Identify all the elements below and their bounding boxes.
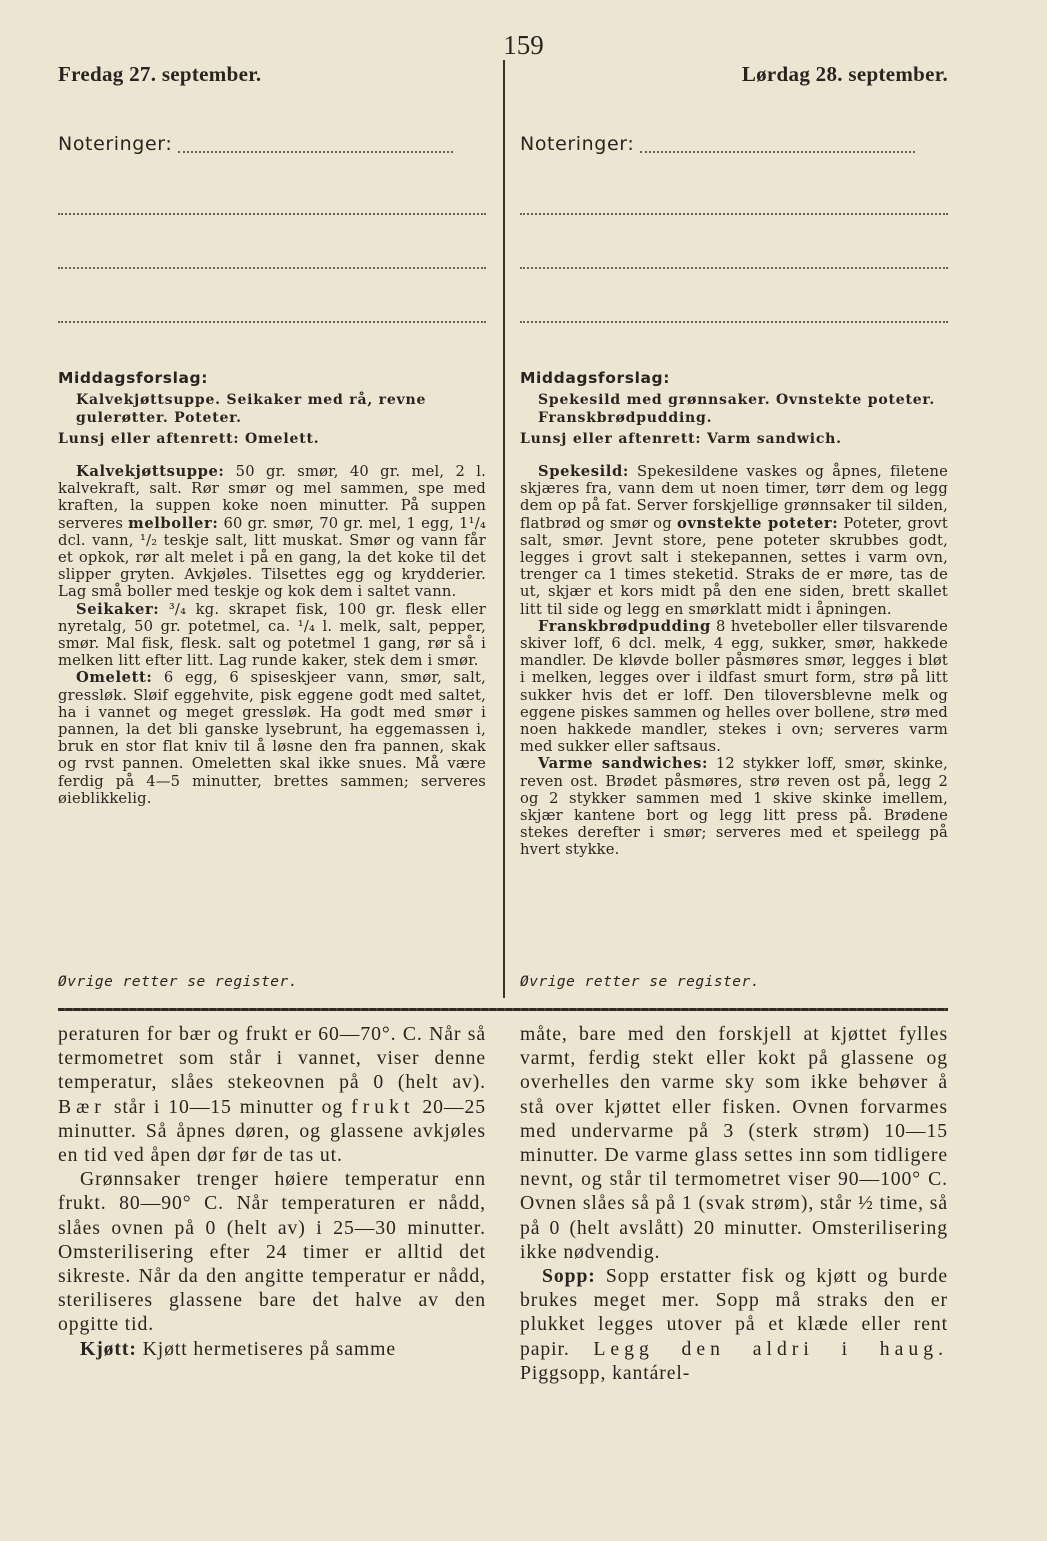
right-notes-dotline [520, 161, 948, 215]
left-day-heading: Fredag 27. september. [58, 62, 262, 86]
spaced-word: frukt [351, 1095, 415, 1118]
recipe-paragraph [58, 463, 486, 601]
recipe-paragraph [58, 601, 486, 670]
bottom-left-text [58, 1022, 486, 1361]
recipe-title: melboller: [128, 514, 219, 532]
recipe-text: 12 stykker loff, smør, skinke, reven ost. Brødet påsmøres, strø reven ost på, legg 2 og 2 stykker sammen med 1 skive skinke imellem, skjær kantene bort og legg litt press på. Brødene stekes derefter i smør; serveres med et speilegg på hvert stykke. [520, 755, 948, 859]
left-forslag-label: Middagsforslag: [58, 369, 209, 387]
body-text: Piggsopp, kantárel- [520, 1361, 691, 1384]
body-text: Kjøtt hermetiseres på samme [136, 1337, 396, 1360]
left-recipes [58, 463, 486, 807]
recipe-title: Franskbrødpudding [538, 617, 711, 635]
left-notes-dotline [58, 161, 486, 215]
right-lunsj-value: Varm sandwich. [707, 431, 842, 447]
right-day-column [520, 62, 948, 859]
right-recipes [520, 463, 948, 859]
spaced-word: Bær [58, 1095, 106, 1118]
left-notes-dotline [58, 215, 486, 269]
recipe-paragraph [58, 669, 486, 807]
recipe-text: 6 egg, 6 spiseskjeer vann, smør, salt, gressløk. Sløif eggehvite, pisk eggene godt med saltet, ha i vannet og meget gressløk. Ha godt med smør i pannen, la det bli ganske lysebrunt, ha eggemassen i, bruk en stor flat kniv til å løsne den fra pannen, skak og rvst pannen. Omeletten skal ikke snues. Må være ferdig på 4—5 minutter, brettes sammen; serveres øieblikkelig. [58, 669, 486, 807]
right-menu: Spekesild med grønnsaker. Ovnstekte poteter. Franskbrødpudding. [538, 392, 935, 426]
left-notes-dotline [178, 137, 453, 153]
body-text: 20—25 minutter. Så åpnes døren, og glassene avkjøles en tid ved åpen dør før de tas ut. [58, 1095, 486, 1167]
recipe-title: Seikaker: [76, 600, 160, 618]
left-lunsj [58, 431, 486, 447]
body-heading: Kjøtt: [80, 1337, 137, 1360]
spaced-word: Legg den aldri i haug. [593, 1337, 948, 1360]
left-notes-dotline [58, 269, 486, 323]
body-text: Sopp erstatter fisk og kjøtt og burde brukes meget mer. Sopp må straks den er plukket legges utover på et klæde eller rent papir. [520, 1265, 948, 1360]
recipe-paragraph [520, 755, 948, 858]
recipe-title: Spekesild: [538, 463, 629, 480]
body-text: peraturen for bær og frukt er 60—70°. C. Når så termometret som står i vannet, viser denne temperatur, slåes stekeovnen på 0 (helt av). [58, 1023, 486, 1094]
recipe-text: Poteter, grovt salt, smør. Jevnt store, pene poteter skrubbes godt, legges i grovt salt i stekepannen, settes i varm ovn, trenger ca 1 times steketid. Straks de er møre, tas de ut, skjær et kors midt på den ene siden, brett skallet litt til side og legg en smørklatt midt i åpningen. [520, 514, 948, 618]
page-number: 159 [503, 30, 544, 60]
right-lunsj [520, 431, 948, 447]
body-paragraph: Grønnsaker trenger høiere temperatur enn frukt. 80—90° C. Når temperaturen er nådd, slåes ovnen på 0 (helt av) i 25—30 minutter. Omsterilisering efter 24 timer er alltid det sikreste. Når da den angitte temperatur er nådd, steriliseres glassene bare det halve av den opgitte tid. [58, 1168, 486, 1336]
right-notes-row [520, 127, 948, 161]
body-paragraph [520, 1264, 948, 1385]
section-divider [58, 1008, 948, 1011]
left-lunsj-value: Omelett. [245, 431, 320, 447]
body-text: står i 10—15 minutter og [105, 1095, 352, 1118]
right-day-heading: Lørdag 28. september. [741, 62, 948, 86]
left-notes-row [58, 127, 486, 161]
left-ovrige-note: Øvrige retter se register. [58, 974, 298, 990]
right-lunsj-label: Lunsj eller aftenrett: [520, 431, 702, 447]
bottom-right-text [520, 1022, 948, 1385]
right-notes-dotline [520, 215, 948, 269]
recipe-title: ovnstekte poteter: [676, 514, 839, 532]
right-forslag-label: Middagsforslag: [520, 369, 671, 387]
recipe-title: Varme sandwiches: [538, 755, 709, 773]
right-ovrige-note: Øvrige retter se register. [520, 974, 760, 990]
body-heading: Sopp: [542, 1265, 596, 1288]
right-notes-label: Noteringer: [520, 133, 635, 155]
recipe-title: Omelett: [76, 669, 153, 687]
recipe-text: 8 hveteboller eller tilsvarende skiver loff, 6 dcl. melk, 4 egg, sukker, smør, hakkede mandler. De kløvde boller påsmøres smør, legges i bløt i melken, legges over i ildfast smurt form, strø på litt sukker hvis det er loff. Den tiloversblevne melk og eggene piskes sammen og helles over bollene, strø med noen hakkede mandler, stekes i ovn; serveres varm med sukker eller saftsaus. [520, 617, 948, 756]
body-paragraph [58, 1337, 486, 1361]
left-day-column [58, 62, 486, 807]
recipe-text: Spekesildene vaskes og åpnes, filetene skjæres fra, vann dem ut noen timer, tørr dem og legg dem op på fat. Server forskjellige grønnsaker til silden, flatbrød og smør og [520, 463, 948, 532]
column-divider [503, 60, 505, 998]
left-notes-label: Noteringer: [58, 133, 173, 155]
right-notes-dotline [520, 269, 948, 323]
body-paragraph [58, 1022, 486, 1167]
recipe-title: Kalvekjøttsuppe: [76, 463, 225, 480]
recipe-paragraph [520, 463, 948, 618]
left-menu: Kalvekjøttsuppe. Seikaker med rå, revne gulerøtter. Poteter. [76, 392, 427, 426]
recipe-text: ³/₄ kg. skrapet fisk, 100 gr. flesk eller nyretalg, 50 gr. potetmel, ca. ¹/₄ l. melk, salt, pepper, smør. Mal fisk, flesk. salt og potetmel 1 gang, rør så i melken litt efter litt. Lag runde kaker, stek dem i smør. [58, 600, 486, 670]
recipe-text: 50 gr. smør, 40 gr. mel, 2 l. kalvekraft, salt. Rør smør og mel sammen, spe med kraften, la suppen koke noen minutter. På suppen serveres [58, 463, 486, 532]
recipe-text: 60 gr. smør, 70 gr. mel, 1 egg, 1¹/₄ dcl. vann, ¹/₂ teskje salt, litt muskat. Smør og vann får et opkok, rør alt melet i på en gang, la det koke til det slipper gryten. Avkjøles. Tilsettes egg og krydderier. Lag små boller med teskje og kok dem i saltet vann. [58, 514, 486, 601]
recipe-paragraph [520, 618, 948, 756]
body-paragraph: måte, bare med den forskjell at kjøttet fylles varmt, ferdig stekt eller kokt på glassene og overhelles den varme sky som ikke behøver å stå over kjøttet eller fisken. Ovnen forvarmes med undervarme på 3 (sterk strøm) 10—15 minutter. De varme glass settes inn som tidligere nevnt, og står til termometret viser 90—100° C. Ovnen slåes så på 1 (svak strøm), står ½ time, så på 0 (helt avslått) 20 minutter. Omsterilisering ikke nødvendig. [520, 1023, 948, 1263]
right-notes-dotline [640, 137, 915, 153]
left-lunsj-label: Lunsj eller aftenrett: [58, 431, 240, 447]
